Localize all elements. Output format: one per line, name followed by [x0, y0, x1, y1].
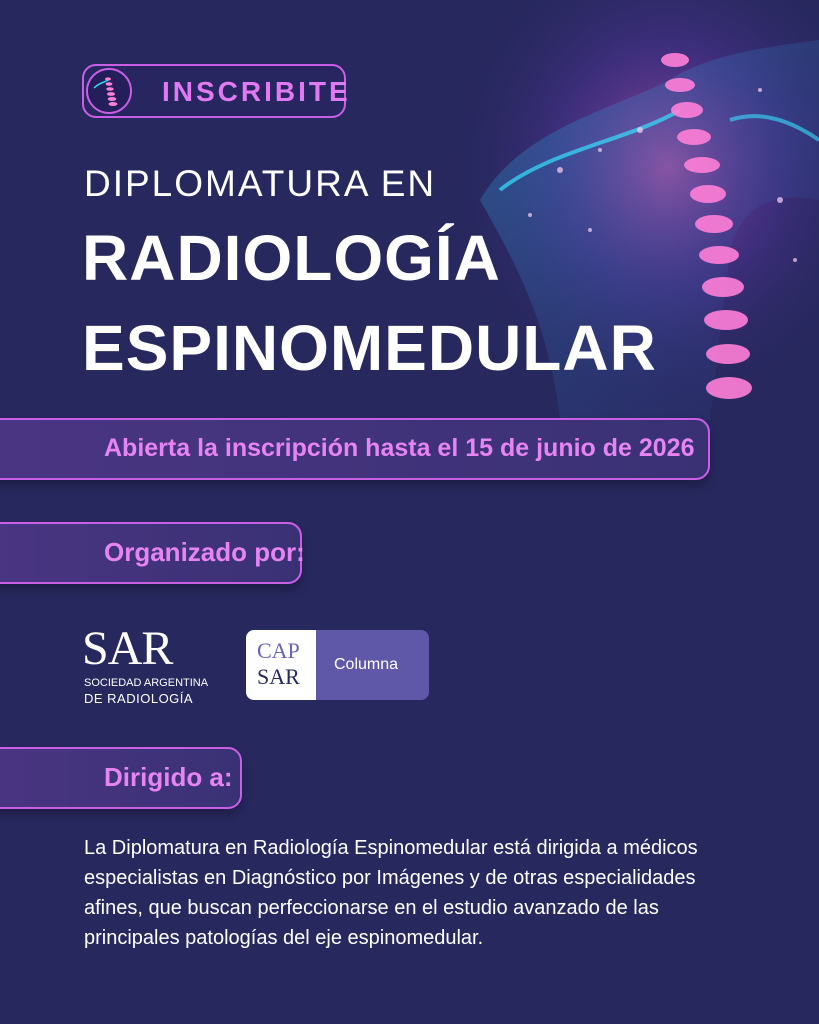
description-line: afines, que buscan perfeccionarse en el estudio avanzado de las: [84, 897, 659, 919]
description-line: La Diplomatura en Radiología Espinomedular está dirigida a médicos: [84, 837, 698, 859]
columna-label: Columna: [334, 656, 399, 673]
description-line: especialistas en Diagnóstico por Imágenes y de otras especialidades: [84, 867, 696, 889]
organizers-heading: Organizado por:: [104, 537, 305, 567]
sar-logo: [82, 622, 212, 706]
title-line-1: DIPLOMATURA EN: [84, 163, 437, 204]
sar-logo-wordmark: SAR: [82, 622, 173, 675]
cap-sar-text: SAR: [257, 664, 300, 689]
spine-icon: [86, 68, 132, 114]
sar-logo-line-1: SOCIEDAD ARGENTINA: [84, 677, 209, 689]
audience-description: [84, 833, 744, 953]
audience-heading: Dirigido a:: [104, 762, 233, 792]
inscribite-label: INSCRIBITE: [162, 76, 351, 107]
description-line: principales patologías del eje espinomedular.: [84, 927, 484, 949]
title-line-3: ESPINOMEDULAR: [82, 312, 657, 384]
registration-text: Abierta la inscripción hasta el 15 de junio de 2026: [104, 434, 695, 462]
cap-sar-columna-logo: [246, 630, 429, 700]
sar-logo-line-2: DE RADIOLOGÍA: [84, 691, 194, 706]
inscribite-badge[interactable]: [82, 64, 351, 118]
cap-text: CAP: [257, 638, 300, 663]
title-line-2: RADIOLOGÍA: [82, 222, 501, 294]
cap-sar-mark: [246, 630, 316, 700]
